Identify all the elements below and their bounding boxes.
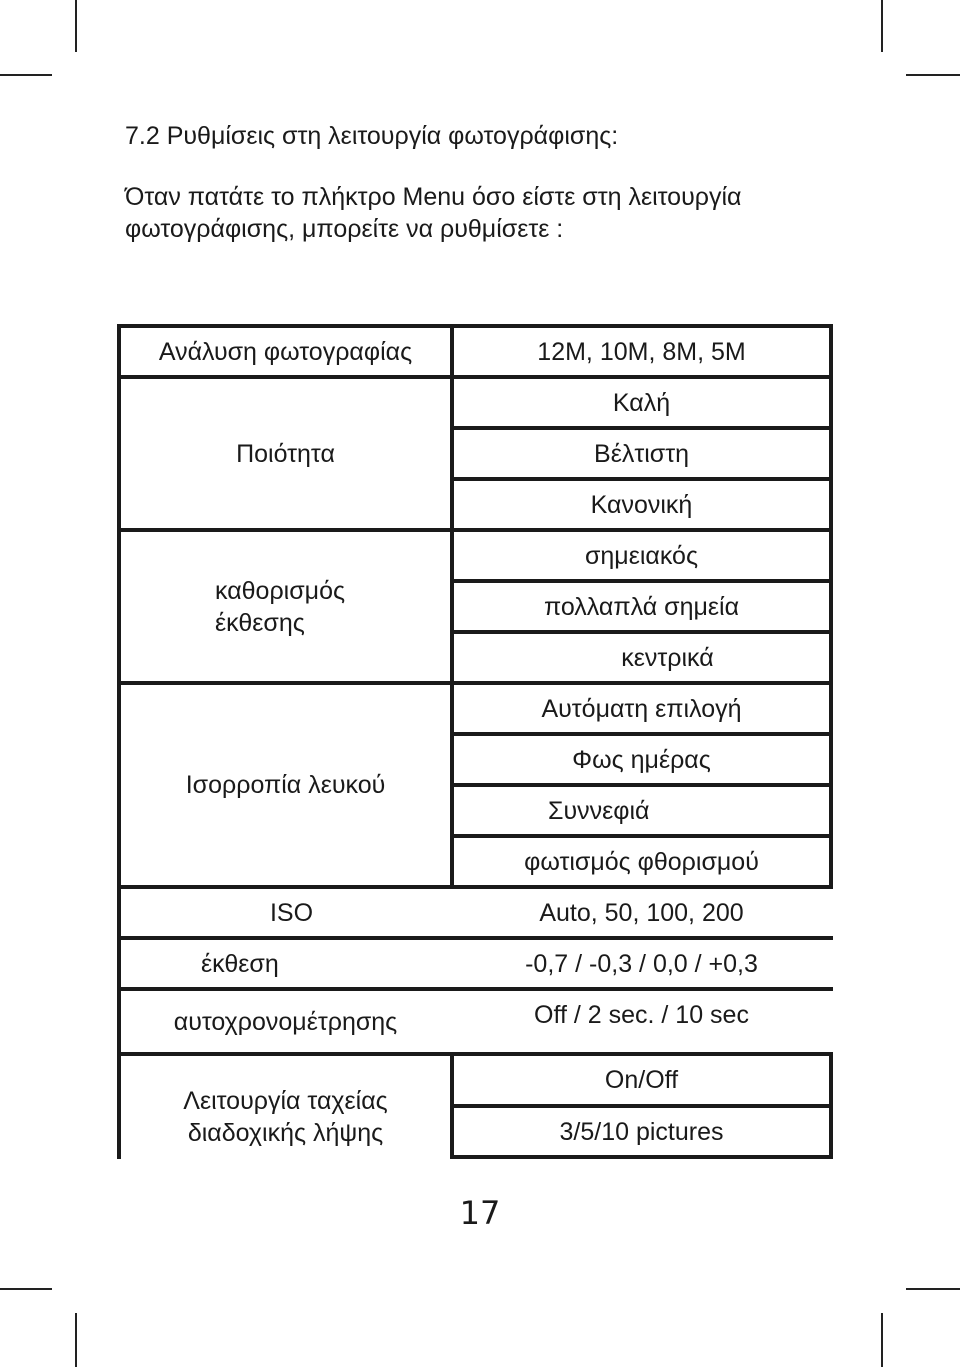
setting-value: Auto, 50, 100, 200 (539, 898, 744, 927)
crop-mark (0, 74, 52, 76)
setting-option: Συννεφιά (548, 796, 650, 825)
setting-option: σημειακός (584, 541, 699, 570)
setting-option: Καλή (612, 388, 671, 417)
setting-option: πολλαπλά σημεία (543, 592, 740, 621)
setting-label: αυτοχρονομέτρησης (173, 1007, 398, 1036)
settings-table (117, 324, 833, 1159)
setting-label: έκθεση (201, 949, 279, 978)
setting-option: 3/5/10 pictures (559, 1117, 724, 1146)
crop-mark (881, 0, 883, 52)
label-line: καθορισμός (215, 576, 346, 605)
setting-label (121, 532, 450, 681)
setting-option: Βέλτιστη (594, 439, 689, 468)
table-border-right (829, 324, 833, 885)
crop-mark (906, 1288, 960, 1290)
crop-mark (75, 0, 77, 52)
setting-option: φωτισμός φθορισμού (524, 847, 759, 876)
row-separator (450, 1155, 833, 1159)
setting-label: ISO (269, 898, 314, 927)
setting-option: Φως ημέρας (572, 745, 711, 774)
crop-mark (0, 1288, 52, 1290)
intro-line: φωτογράφισης, μπορείτε να ρυθμίσετε : (125, 215, 564, 243)
setting-option: Κανονική (590, 490, 693, 519)
setting-label: Ισορροπία λευκού (185, 771, 386, 799)
setting-label (121, 1056, 450, 1159)
section-heading: 7.2 Ρυθμίσεις στη λειτουργία φωτογράφισης: (125, 122, 619, 150)
setting-value: Off / 2 sec. / 10 sec (534, 1000, 749, 1029)
label-line: Λειτουργία ταχείας (183, 1086, 388, 1115)
setting-option: Αυτόματη επιλογή (541, 694, 742, 723)
intro-paragraph (125, 181, 741, 245)
crop-mark (906, 74, 960, 76)
label-line: έκθεσης (215, 608, 305, 637)
setting-label: Ανάλυση φωτογραφίας (158, 337, 413, 366)
intro-line: Όταν πατάτε το πλήκτρο Menu όσο είστε στη λειτουργία (125, 183, 742, 211)
setting-option: On/Off (604, 1066, 679, 1094)
label-line: διαδοχικής λήψης (187, 1118, 384, 1147)
setting-value: -0,7 / -0,3 / 0,0 / +0,3 (525, 949, 758, 978)
setting-option: κεντρικά (621, 643, 714, 672)
page-number: 17 (459, 1194, 501, 1232)
crop-mark (75, 1313, 77, 1367)
setting-label: Ποιότητα (236, 439, 335, 468)
setting-value: 12M, 10M, 8M, 5M (537, 337, 746, 366)
crop-mark (881, 1313, 883, 1367)
